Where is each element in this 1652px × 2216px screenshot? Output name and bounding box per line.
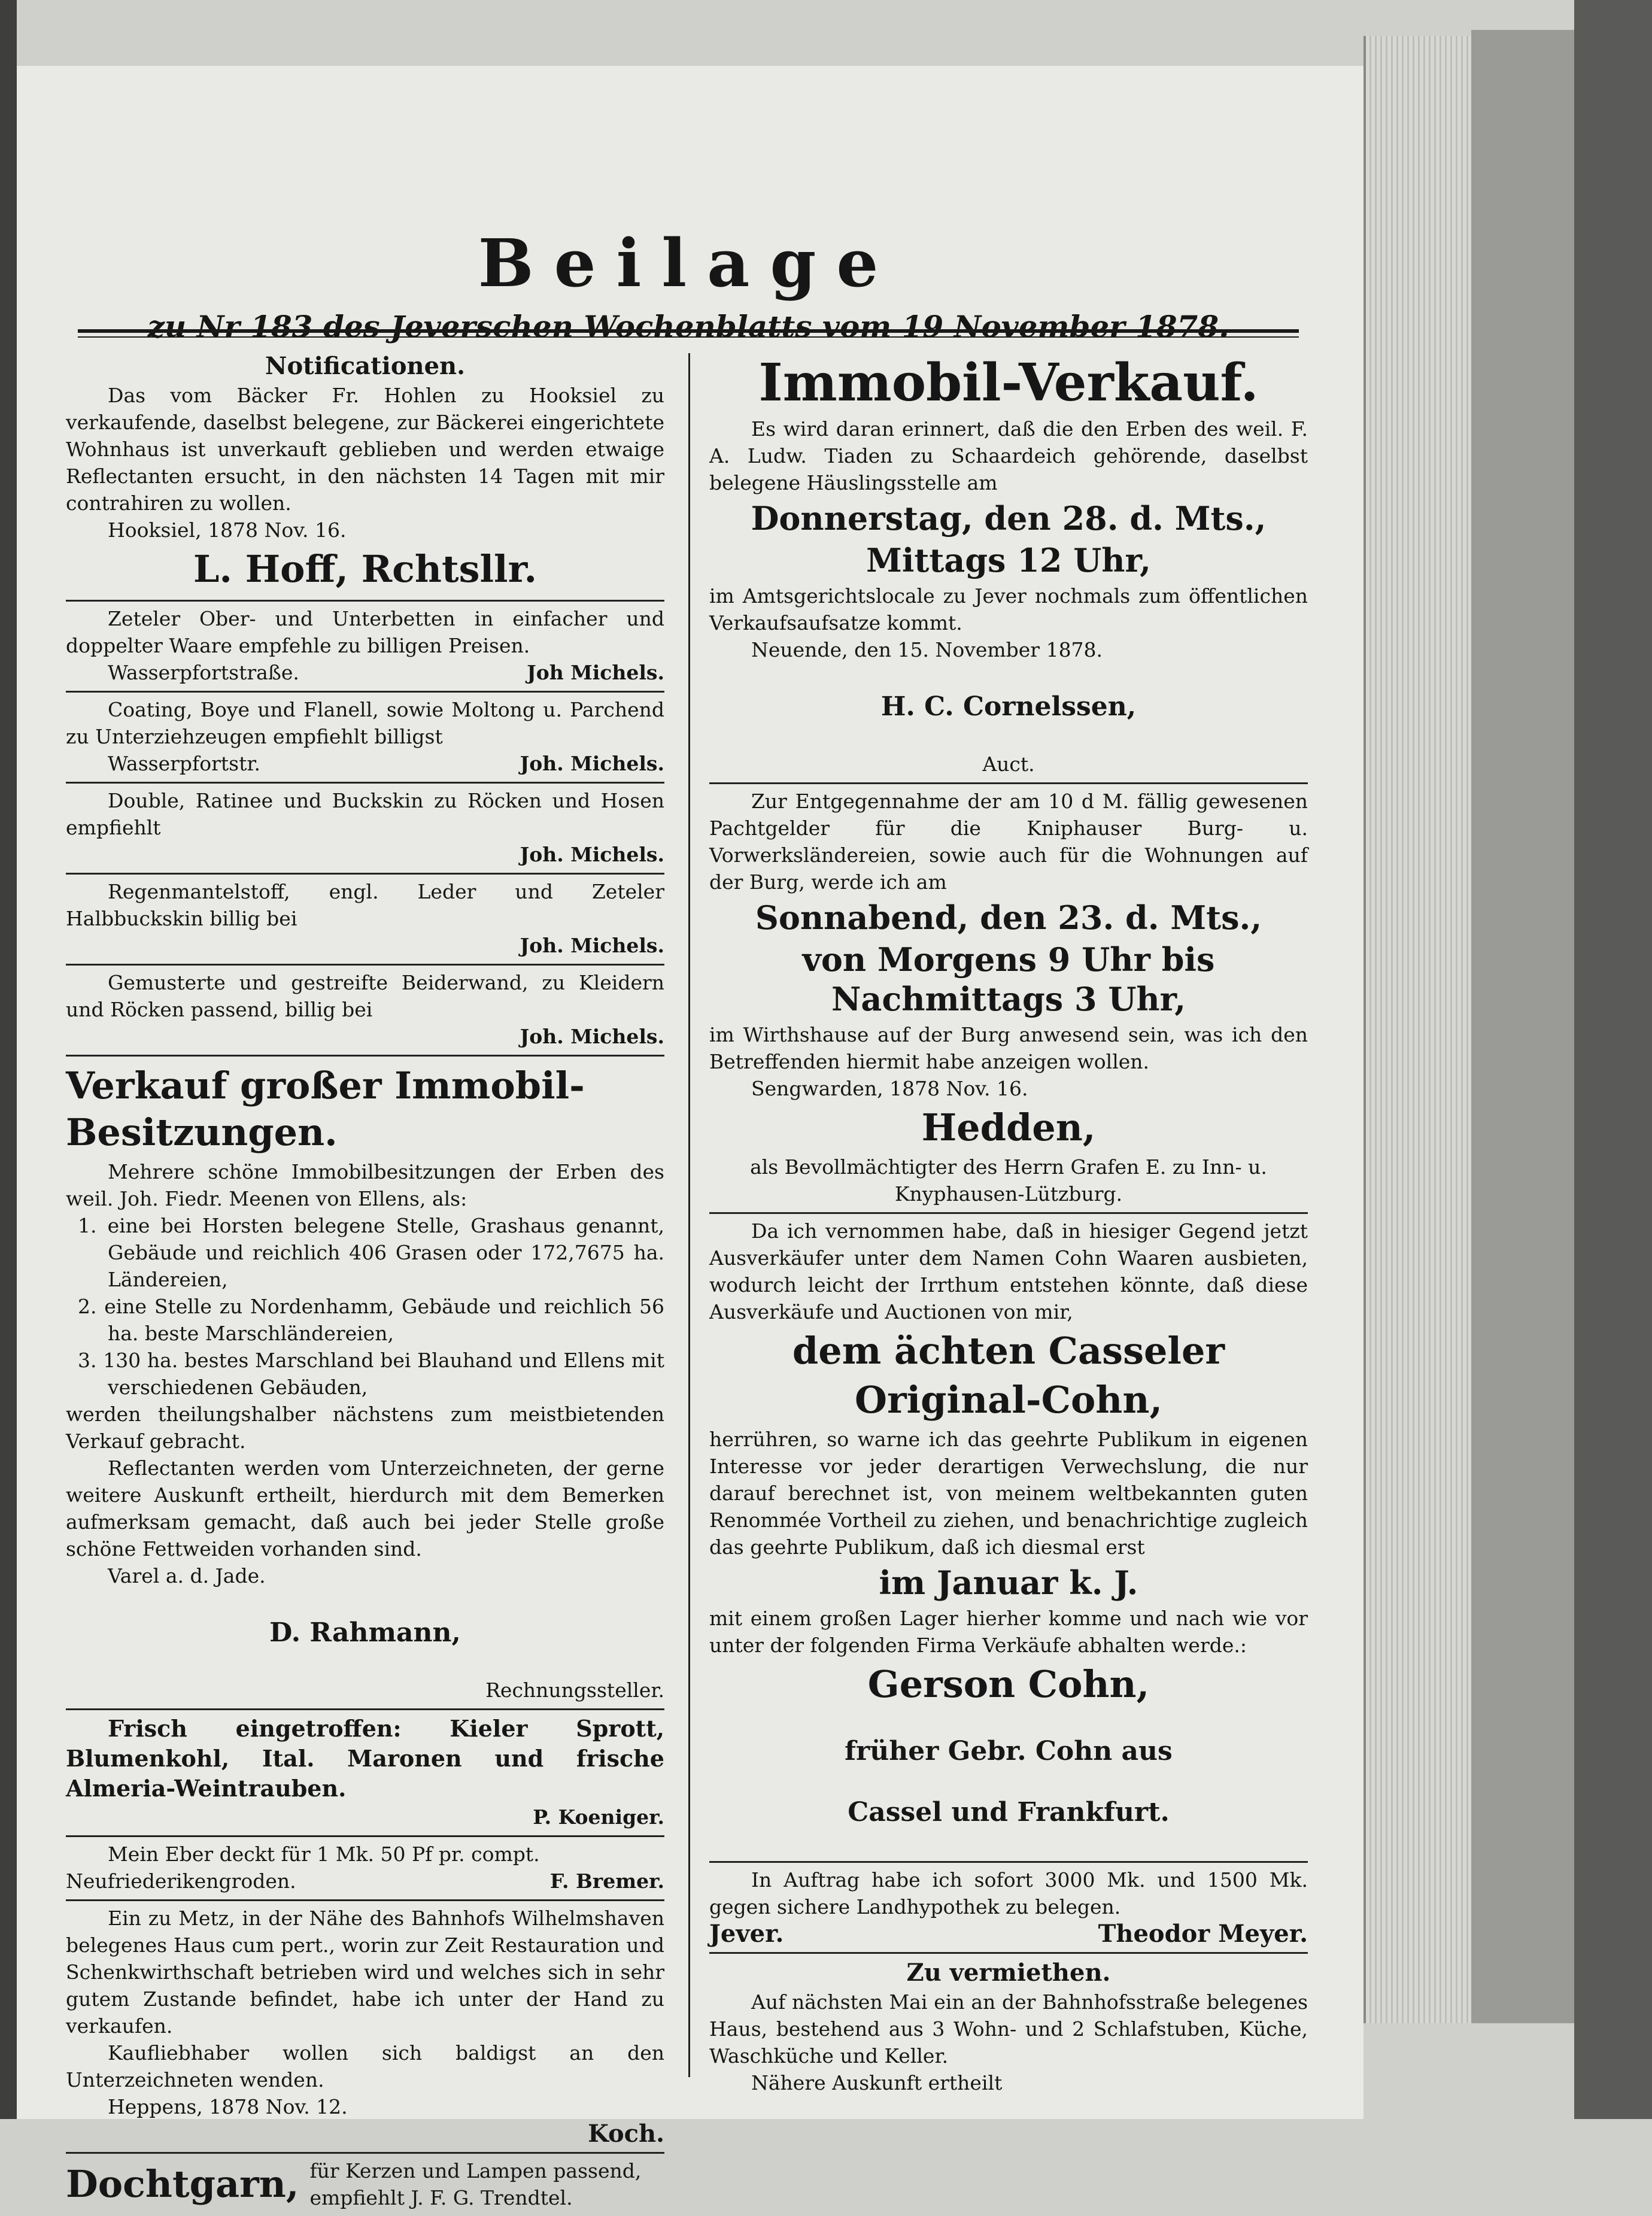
- koch-place-date: Heppens, 1878 Nov. 12.: [108, 2095, 348, 2118]
- masthead-title: Beilage: [478, 224, 899, 302]
- cohn-firm3: Cassel und Frankfurt.: [848, 1797, 1170, 1828]
- estate-item: 1. eine bei Horsten belegene Stelle, Grashaus genannt, Gebäude und reichlich 406 Grasen oder 172,7675 ha. Ländereien,: [78, 1214, 664, 1291]
- bremer-text: Mein Eber deckt für 1 Mk. 50 Pf pr. compt.: [108, 1842, 540, 1866]
- ad-text: Gemusterte und gestreifte Beiderwand, zu Kleidern und Röcken passend, billig bei: [66, 971, 664, 1021]
- estate-intro: Mehrere schöne Immobilbesitzungen der Erben des weil. Joh. Fiedr. Meenen von Ellens, als:: [66, 1160, 664, 1210]
- notification-place-date: Hooksiel, 1878 Nov. 16.: [108, 518, 347, 542]
- immobil-place-date: Neuende, den 15. November 1878.: [751, 638, 1103, 661]
- dochtgarn-line1: für Kerzen und Lampen passend,: [309, 2159, 642, 2182]
- hedden-time: von Morgens 9 Uhr bis Nachmittags 3 Uhr,: [802, 940, 1215, 1018]
- cohn-firm2: früher Gebr. Cohn aus: [845, 1736, 1173, 1766]
- ad-signer: Joh. Michels.: [520, 934, 664, 957]
- hedden-role: als Bevollmächtigter des Herrn Grafen E. zu Inn- u. Knyphausen-Lützburg.: [750, 1155, 1267, 1206]
- newspaper-content: [66, 224, 1311, 2209]
- estate-role: Rechnungssteller.: [485, 1678, 664, 1702]
- vermiethen-heading: Zu vermiethen.: [906, 1959, 1111, 1987]
- cohn-text2: herrühren, so warne ich das geehrte Publikum in eigenen Interesse vor jeder derartigen Verwechslung, die nur darauf berechnet ist, von meinem weltbekannten guten Renommée Vortheil zu ziehen, und benachrichtige zugleich das geehrte Publikum, daß ich diesmal erst: [709, 1428, 1308, 1559]
- book-binding: [0, 0, 17, 2119]
- ad-koeniger: [66, 1710, 664, 1837]
- ad-text: Double, Ratinee und Buckskin zu Röcken und Hosen empfiehlt: [66, 789, 664, 839]
- cohn-text: Da ich vernommen habe, daß in hiesiger Gegend jetzt Ausverkäufer unter dem Namen Cohn Waaren ausbieten, wodurch leicht der Irrthum entstehen könnte, daß diese Ausverkäufe und Auctionen von mir,: [709, 1219, 1308, 1323]
- ad-michels-1: [66, 602, 664, 693]
- ad-text: Coating, Boye und Flanell, sowie Moltong u. Parchend zu Unterziehzeugen empfiehlt billigst: [66, 698, 664, 748]
- ad-place: Wasserpfortstraße.: [108, 661, 299, 684]
- masthead-rule: [78, 329, 1299, 338]
- hedden-signature: Hedden,: [921, 1106, 1096, 1149]
- meyer-text: In Auftrag habe ich sofort 3000 Mk. und 1500 Mk. gegen sichere Landhypothek zu belegen.: [709, 1868, 1308, 1918]
- bremer-footer: [66, 1868, 664, 1895]
- bremer-signer: F. Bremer.: [549, 1869, 664, 1893]
- estate-place: Varel a. d. Jade.: [108, 1564, 266, 1587]
- immobil-text2: im Amtsgerichtslocale zu Jever nochmals zum öffentlichen Verkaufsaufsatze kommt.: [709, 584, 1308, 635]
- ad-footer: [66, 750, 664, 777]
- ad-signer: Joh. Michels.: [520, 752, 664, 775]
- masthead: [66, 224, 1311, 359]
- masthead-subtitle: zu Nr 183 des Jeverschen Wochenblatts vom 19 November 1878.: [147, 309, 1229, 344]
- estate-note: Reflectanten werden vom Unterzeichneten, der gerne weitere Auskunft ertheilt, hierdurch mit dem Bemerken aufmerksam gemacht, daß auch bei jeder Stelle große schöne Fettweiden vorhanden sind.: [66, 1456, 664, 1561]
- koch-text: Ein zu Metz, in der Nähe des Bahnhofs Wilhelmshaven belegenes Haus cum pert., worin zur Zeit Restauration und Schenkwirthschaft betrieben wird und welches sich in sehr gutem Zustande befindet, habe ich unter der Hand zu verkaufen.: [66, 1907, 664, 2038]
- page-edges: [1363, 36, 1474, 2023]
- ad-text: Zeteler Ober- und Unterbetten in einfacher und doppelter Waare empfehle zu billigen Preisen.: [66, 607, 664, 657]
- estate-heading: Verkauf großer Immobil-Besitzungen.: [66, 1064, 585, 1154]
- ad-signer: Joh. Michels.: [520, 1025, 664, 1048]
- ad-dochtgarn: [66, 2154, 664, 2216]
- immobil-heading: Immobil-Verkauf.: [758, 353, 1259, 413]
- ad-bremer: [66, 1837, 664, 1901]
- ad-place: Wasserpfortstr.: [108, 752, 260, 775]
- estate-item: 2. eine Stelle zu Nordenhamm, Gebäude und reichlich 56 ha. beste Marschländereien,: [78, 1295, 664, 1345]
- immobil-role: Auct.: [982, 752, 1035, 776]
- ad-vermiethen: [709, 1954, 1308, 2101]
- koch-signer: Koch.: [588, 2120, 664, 2148]
- immobil-time: Mittags 12 Uhr,: [866, 541, 1151, 579]
- notification-text: Das vom Bäcker Fr. Hohlen zu Hooksiel zu verkaufende, daselbst belegene, zur Bäckerei eingerichtete Wohnhaus ist unverkauft geblieben und werden etwaige Reflectanten ersucht, in den nächsten 14 Tagen mit mir contrahiren zu wollen.: [66, 384, 664, 515]
- koeniger-text: Frisch eingetroffen: Kieler Sprott, Blumenkohl, Ital. Maronen und frische Almeria-Weintrauben.: [66, 1715, 664, 1802]
- immobil-date: Donnerstag, den 28. d. Mts.,: [751, 499, 1267, 538]
- koch-text2: Kaufliebhaber wollen sich baldigst an den Unterzeichneten wenden.: [66, 2041, 664, 2091]
- dochtgarn-line2: empfiehlt J. F. G. Trendtel.: [309, 2186, 573, 2209]
- vermiethen-text2: Nähere Auskunft ertheilt: [751, 2071, 1003, 2094]
- ad-immobil-verkauf: [709, 347, 1308, 784]
- ad-koch: [66, 1901, 664, 2154]
- ad-text: Regenmantelstoff, engl. Leder und Zeteler Halbbuckskin billig bei: [66, 880, 664, 930]
- hedden-text: Zur Entgegennahme der am 10 d M. fällig gewesenen Pachtgelder für die Kniphauser Burg- u. Vorwerksländereien, sowie auch für die Wohnungen auf der Burg, werde ich am: [709, 790, 1308, 894]
- ad-estate-sale: [66, 1057, 664, 1710]
- hedden-date: Sonnabend, den 23. d. Mts.,: [755, 898, 1262, 937]
- estate-signature: D. Rahmann,: [269, 1617, 461, 1648]
- left-column: [66, 347, 664, 2209]
- cohn-big2: Original-Cohn,: [854, 1378, 1163, 1422]
- immobil-text: Es wird daran erinnert, daß die den Erben des weil. F. A. Ludw. Tiaden zu Schaardeich gehörende, daselbst belegene Häuslingsstelle am: [709, 417, 1308, 494]
- ad-cohn: [709, 1214, 1308, 1863]
- ad-notification: [66, 347, 664, 602]
- cohn-text3: mit einem großen Lager hierher komme und nach wie vor unter der folgenden Firma Verkäufe abhalten werde.:: [709, 1607, 1308, 1657]
- ad-signer: Joh. Michels.: [520, 843, 664, 866]
- vermiethen-text: Auf nächsten Mai ein an der Bahnhofsstraße belegenes Haus, bestehend aus 3 Wohn- und 2 Schlafstuben, Küche, Waschküche und Keller.: [709, 1990, 1308, 2068]
- cohn-big1: dem ächten Casseler: [792, 1329, 1225, 1373]
- dochtgarn-text: [309, 2157, 641, 2211]
- cover-edge: [1574, 0, 1652, 2119]
- ad-hedden: [709, 784, 1308, 1214]
- right-column: [709, 347, 1308, 2095]
- ad-footer: [66, 659, 664, 686]
- immobil-signature: H. C. Cornelssen,: [880, 691, 1137, 722]
- estate-after: werden theilungshalber nächstens zum meistbietenden Verkauf gebracht.: [66, 1403, 664, 1453]
- meyer-signer: Theodor Meyer.: [1098, 1920, 1308, 1948]
- ad-michels-2: [66, 693, 664, 784]
- estate-item: 3. 130 ha. bestes Marschland bei Blauhand und Ellens mit verschiedenen Gebäuden,: [78, 1349, 664, 1399]
- cohn-firm: Gerson Cohn,: [867, 1662, 1150, 1706]
- notification-heading: Notificationen.: [265, 352, 466, 380]
- koeniger-signer: P. Koeniger.: [533, 1805, 664, 1829]
- notification-signature: L. Hoff, Rchtsllr.: [193, 547, 537, 591]
- ad-michels-4: [66, 875, 664, 966]
- column-divider: [688, 353, 690, 2077]
- bremer-place: Neufriederikengroden.: [66, 1869, 296, 1893]
- ad-michels-5: [66, 966, 664, 1057]
- ad-meyer: [709, 1863, 1308, 1954]
- cohn-big3: im Januar k. J.: [879, 1564, 1138, 1602]
- dochtgarn-word: Dochtgarn,: [66, 2162, 299, 2206]
- meyer-place: Jever.: [709, 1920, 784, 1948]
- meyer-footer: [709, 1920, 1308, 1947]
- ad-michels-3: [66, 784, 664, 875]
- hedden-text2: im Wirthshause auf der Burg anwesend sein, was ich den Betreffenden hiermit habe anzeigen wollen.: [709, 1023, 1308, 1073]
- ad-signer: Joh Michels.: [527, 661, 664, 684]
- hedden-place-date: Sengwarden, 1878 Nov. 16.: [751, 1077, 1028, 1100]
